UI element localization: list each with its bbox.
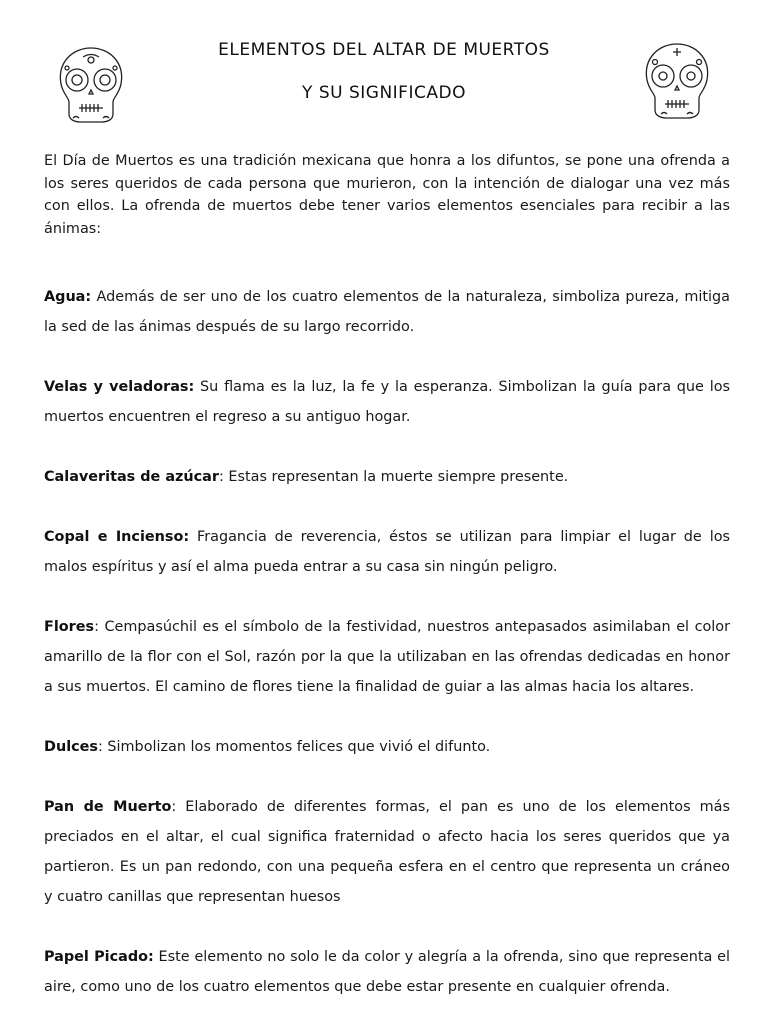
sugar-skull-icon [637,40,717,122]
entry-term: Copal e Incienso: [44,529,190,545]
entry-pan-de-muerto [44,792,730,912]
entry-term: Agua: [44,289,92,305]
entry-text: : Simbolizan los momentos felices que vivió el difunto. [97,739,491,755]
entry-term: Velas y veladoras: [44,379,195,395]
document-title-line2: Y SU SIGNIFICADO [302,83,466,103]
entry-velas [44,372,730,432]
entry-text: Su flama es la luz, la fe y la esperanza. Simbolizan la guía para que los muertos encuentren el regreso a su antiguo hogar. [44,379,730,425]
entry-flores [44,612,730,702]
entry-text: Además de ser uno de los cuatro elementos de la naturaleza, simboliza pureza, mitiga la sed de las ánimas después de su largo recorrido. [44,289,730,335]
document-title-line1: ELEMENTOS DEL ALTAR DE MUERTOS [218,40,550,60]
entry-text: : Elaborado de diferentes formas, el pan es uno de los elementos más preciados en el altar, el cual significa fraternidad o afecto hacia los seres queridos que ya partieron. Es un pan redondo, con una pequeña esfera en el centro que representa un cráneo y cuatro canillas que representan huesos [44,799,730,905]
entry-term: Calaveritas de azúcar [44,469,219,485]
sugar-skull-icon [51,44,131,126]
entry-term: Papel Picado: [44,949,154,965]
entry-text: : Cempasúchil es el símbolo de la festividad, nuestros antepasados asimilaban el color amarillo de la flor con el Sol, razón por la que la utilizaban en las ofrendas dedicadas en honor a sus muertos. El camino de flores tiene la finalidad de guiar a las almas hacia los altares. [44,619,730,695]
entry-text: Fragancia de reverencia, éstos se utilizan para limpiar el lugar de los malos espíritus y así el alma pueda entrar a su casa sin ningún peligro. [44,529,730,575]
entry-term: Flores [44,619,95,635]
entry-copal [44,522,730,582]
entry-term: Pan de Muerto [44,799,172,815]
entry-text: : Estas representan la muerte siempre presente. [219,469,569,485]
entry-dulces [44,732,730,762]
entry-agua [44,282,730,342]
intro-paragraph: El Día de Muertos es una tradición mexicana que honra a los difuntos, se pone una ofrenda a los seres queridos de cada persona que murieron, con la intención de dialogar una vez más con ellos. La ofrenda de muertos debe tener varios elementos esenciales para recibir a las ánimas: [44,153,730,237]
entry-papel-picado [44,942,730,1002]
entry-term: Dulces [44,739,98,755]
entry-calaveritas [44,462,730,492]
entry-text: Este elemento no solo le da color y alegría a la ofrenda, sino que representa el aire, como uno de los cuatro elementos que debe estar presente en cualquier ofrenda. [44,949,730,995]
